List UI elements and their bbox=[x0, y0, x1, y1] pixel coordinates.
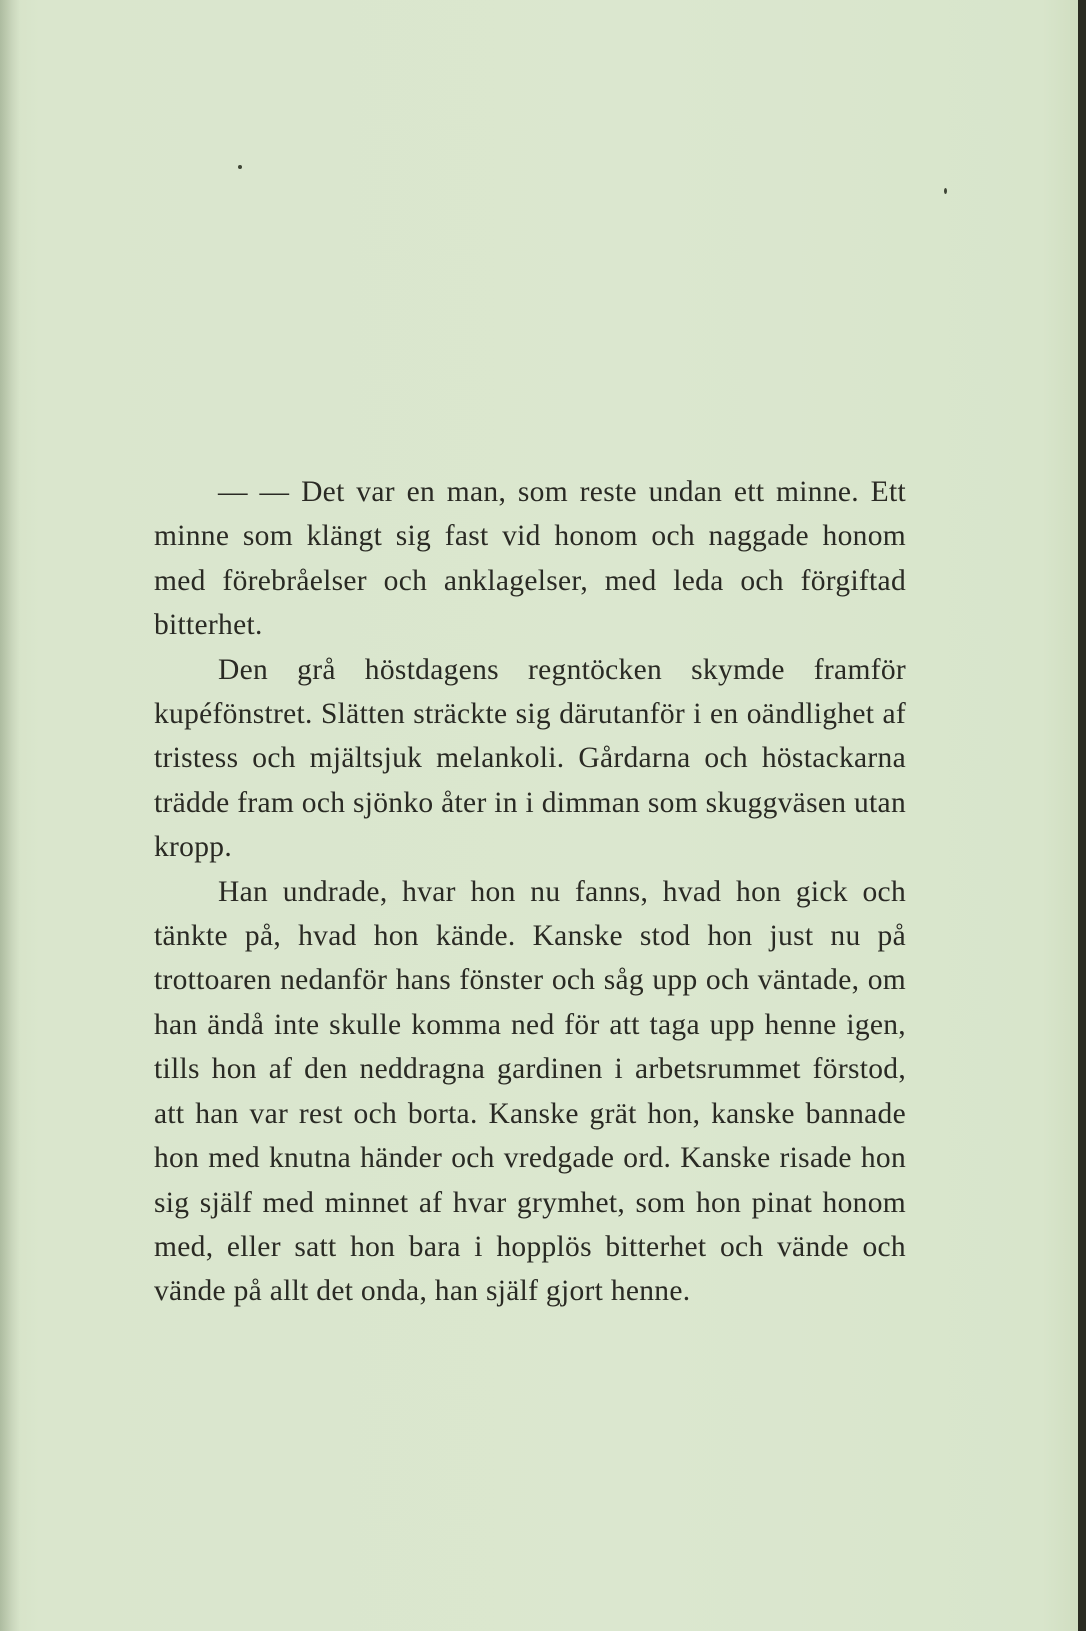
paragraph: Den grå höstdagens regntöcken skymde framför kupéfönstret. Slätten sträckte sig därutanför i en oändlighet af tristess och mjältsjuk melankoli. Gårdarna och höstackarna trädde fram och sjönko åter in i dimman som skuggväsen utan kropp. bbox=[154, 653, 906, 864]
speck-mark bbox=[944, 188, 947, 194]
paragraph: Han undrade, hvar hon nu fanns, hvad hon gick och tänkte på, hvad hon kände. Kanske stod hon just nu på trottoaren nedanför hans fönster och såg upp och väntade, om han ändå inte skulle komma ned för att taga upp henne igen, tills hon af den neddragna gardinen i arbetsrummet förstod, att han var rest och borta. Kanske grät hon, kanske bannade hon med knutna händer och vredgade ord. Kanske risade hon sig själf med minnet af hvar grymhet, som hon pinat honom med, eller satt hon bara i hopplös bitterhet och vände och vände på allt det onda, han själf gjort henne. bbox=[154, 875, 906, 1308]
paragraph: — — Det var en man, som reste undan ett minne. Ett minne som klängt sig fast vid honom och naggade honom med förebråelser och anklagelser, med leda och förgiftad bitterhet. bbox=[154, 476, 906, 642]
spine-shadow bbox=[0, 0, 20, 1631]
body-text bbox=[154, 470, 906, 1314]
speck-mark bbox=[238, 165, 242, 169]
page-edge bbox=[1078, 0, 1086, 1631]
